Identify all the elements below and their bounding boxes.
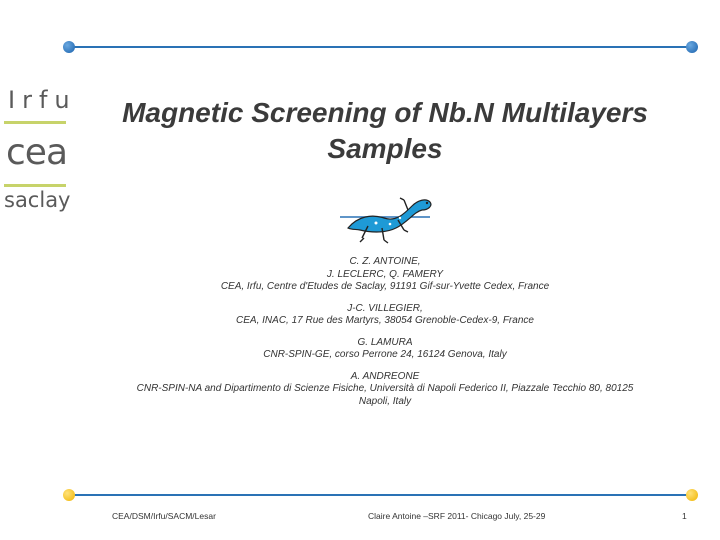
saclay-logo-text: saclay: [4, 188, 71, 212]
author-andreone: A. ANDREONE: [350, 370, 420, 382]
footer-center: Claire Antoine –SRF 2011- Chicago July, 25-29: [368, 511, 546, 521]
top-left-dot: [63, 41, 75, 53]
slide-title: [75, 95, 695, 167]
lizard-logo-icon: [338, 188, 438, 248]
page-number: 1: [682, 511, 687, 521]
bottom-left-dot: [63, 489, 75, 501]
bottom-rule: [70, 494, 692, 496]
top-rule: [70, 46, 692, 48]
title-line-1: Magnetic Screening of Nb.N Multilayers: [122, 97, 648, 128]
top-right-dot: [686, 41, 698, 53]
cea-logo-text: cea: [6, 132, 68, 173]
footer-left: CEA/DSM/Irfu/SACM/Lesar: [112, 511, 216, 521]
affiliation-napoli: Napoli, Italy: [358, 395, 412, 407]
author-list: [80, 256, 690, 417]
author-leclerc-famery: J. LECLERC, Q. FAMERY: [326, 268, 444, 280]
affiliation-cnr-spin-ge: CNR-SPIN-GE, corso Perrone 24, 16124 Genova, Italy: [263, 349, 507, 360]
irfu-underline: [4, 121, 66, 124]
author-block-villegier: [80, 303, 690, 328]
author-villegier: J-C. VILLEGIER,: [347, 302, 423, 314]
affiliation-cea-irfu: CEA, Irfu, Centre d'Etudes de Saclay, 91191 Gif-sur-Yvette Cedex, France: [220, 281, 550, 292]
author-block-andreone: [80, 371, 690, 409]
author-lamura: G. LAMURA: [357, 336, 413, 348]
author-block-antoine: [80, 256, 690, 294]
title-line-2: Samples: [327, 133, 443, 164]
author-block-lamura: [80, 337, 690, 362]
affiliation-cnr-spin-na: CNR-SPIN-NA and Dipartimento di Scienze Fisiche, Università di Napoli Federico II, Piazzale Tecchio 80, 80125: [136, 383, 634, 394]
author-antoine: C. Z. ANTOINE,: [349, 256, 421, 267]
irfu-logo-text: Irfu: [8, 86, 77, 114]
bottom-right-dot: [686, 489, 698, 501]
affiliation-cea-inac: CEA, INAC, 17 Rue des Martyrs, 38054 Grenoble-Cedex-9, France: [236, 315, 534, 326]
saclay-overline: [4, 184, 66, 187]
